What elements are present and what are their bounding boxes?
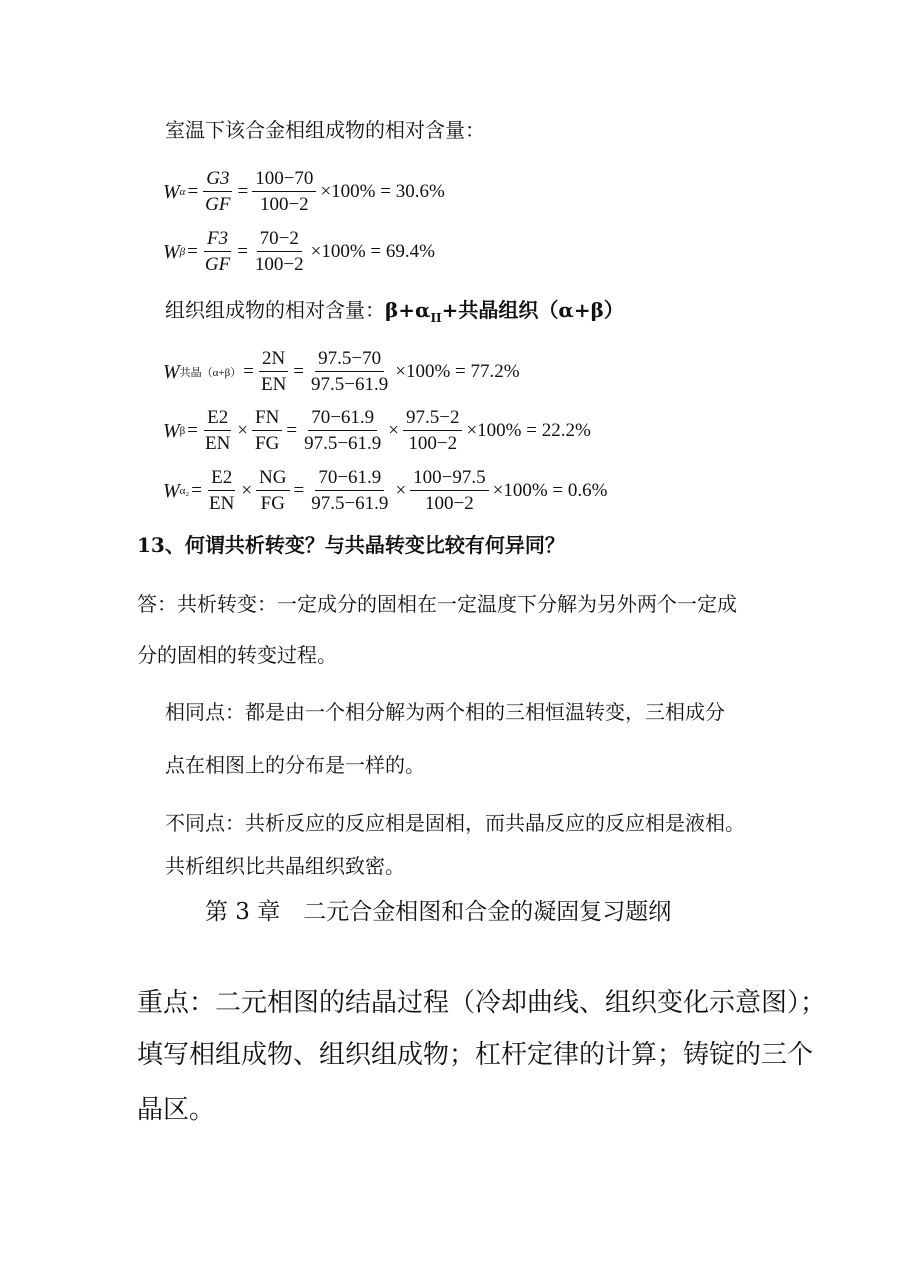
struct-formula-a: β+α xyxy=(385,298,431,322)
fraction xyxy=(308,467,391,515)
formula-w-alpha2 xyxy=(163,467,609,515)
formula-operator: ×100% = 22.2% xyxy=(466,420,591,441)
fraction-denominator: 97.5−61.9 xyxy=(304,433,382,454)
fraction-denominator: 97.5−61.9 xyxy=(311,374,389,395)
formula-operator: ×100% = 0.6% xyxy=(492,480,608,501)
formula-operator: ×100% = 77.2% xyxy=(395,361,520,382)
fraction-denominator: EN xyxy=(205,433,231,454)
fraction xyxy=(252,407,282,455)
struct-content-heading xyxy=(165,300,624,324)
fraction-numerator: 70−2 xyxy=(257,228,302,252)
formula-operator: = xyxy=(237,241,248,262)
same-line-2: 点在相图上的分布是一样的。 xyxy=(165,753,425,777)
formula-subscript: β xyxy=(179,425,186,437)
diff-line-1: 不同点：共析反应的反应相是固相，而共晶反应的反应相是液相。 xyxy=(165,811,745,835)
fraction-denominator: EN xyxy=(209,493,235,514)
key-points-line-2: 填写相组成物、组织组成物；杠杆定律的计算；铸锭的三个 xyxy=(137,1040,814,1070)
fraction-numerator: E2 xyxy=(208,467,235,491)
formula-operator: = xyxy=(286,420,298,441)
fraction-numerator: 97.5−2 xyxy=(403,407,462,431)
question-13: 13、何谓共析转变？与共晶转变比较有何异同？ xyxy=(137,533,565,557)
formula-w-alpha xyxy=(163,168,447,216)
formula-operator: = xyxy=(293,480,305,501)
fraction-numerator: 100−70 xyxy=(252,168,316,192)
fraction-denominator: 100−2 xyxy=(425,493,474,514)
formula-symbol: W xyxy=(163,419,180,442)
fraction-denominator: FG xyxy=(260,493,285,514)
same-line-1: 相同点：都是由一个相分解为两个相的三相恒温转变，三相成分 xyxy=(165,700,725,724)
fraction-denominator: GF xyxy=(205,194,231,215)
formula-operator: ×100% = 30.6% xyxy=(320,181,445,202)
struct-formula-sub: II xyxy=(430,311,442,325)
formula-subscript: β xyxy=(179,246,186,258)
answer-line-2: 分的固相的转变过程。 xyxy=(137,643,337,667)
fraction-denominator: GF xyxy=(204,254,231,275)
fraction-denominator: 100−2 xyxy=(259,194,309,215)
formula-symbol: W xyxy=(163,360,180,383)
formula-operator: × xyxy=(388,420,399,441)
fraction xyxy=(256,467,289,515)
fraction-numerator: 70−61.9 xyxy=(308,407,377,431)
formula-operator: × xyxy=(241,480,253,501)
formula-operator: ×100% = 69.4% xyxy=(310,241,435,262)
fraction-numerator: G3 xyxy=(203,168,232,192)
fraction-denominator: FG xyxy=(255,433,280,454)
fraction xyxy=(258,348,289,396)
fraction-numerator: 70−61.9 xyxy=(315,467,384,491)
formula-operator: = xyxy=(187,241,198,262)
answer-line-1: 答：共析转变：一定成分的固相在一定温度下分解为另外两个一定成 xyxy=(137,592,737,616)
fraction xyxy=(308,348,391,396)
formula-symbol: W xyxy=(163,240,180,263)
struct-formula-b: +共晶组织（α+β） xyxy=(441,298,624,322)
formula-subscript: α₂ xyxy=(179,485,190,497)
fraction xyxy=(252,168,316,216)
fraction-denominator: EN xyxy=(260,374,287,395)
fraction xyxy=(410,467,488,515)
fraction-numerator: E2 xyxy=(204,407,231,431)
formula-symbol: W xyxy=(163,180,180,203)
fraction xyxy=(202,168,233,216)
fraction-numerator: FN xyxy=(252,407,282,431)
fraction-numerator: 97.5−70 xyxy=(315,348,384,372)
diff-line-2: 共析组织比共晶组织致密。 xyxy=(165,854,405,878)
formula-operator: = xyxy=(293,361,305,382)
formula-operator: = xyxy=(191,480,202,501)
formula-operator: = xyxy=(237,181,249,202)
formula-operator: × xyxy=(395,480,407,501)
fraction xyxy=(202,228,233,276)
phase-content-heading: 室温下该合金相组成物的相对含量： xyxy=(165,118,485,142)
formula-operator: = xyxy=(243,361,254,382)
fraction xyxy=(206,467,237,515)
formula-operator: = xyxy=(187,420,198,441)
fraction-numerator: NG xyxy=(256,467,289,491)
formula-w-eutectic xyxy=(163,348,522,396)
key-points-line-3: 晶区。 xyxy=(137,1095,216,1125)
fraction-numerator: 100−97.5 xyxy=(410,467,488,491)
fraction-numerator: F3 xyxy=(204,228,231,252)
fraction-denominator: 100−2 xyxy=(254,254,304,275)
formula-operator: × xyxy=(237,420,249,441)
formula-w-beta-structure xyxy=(163,407,593,455)
fraction xyxy=(403,407,462,455)
chapter-title: 第 3 章 二元合金相图和合金的凝固复习题纲 xyxy=(205,899,672,925)
struct-content-prefix: 组织组成物的相对含量： xyxy=(165,298,385,322)
key-points-line-1: 重点：二元相图的结晶过程（冷却曲线、组织变化示意图）； xyxy=(137,988,827,1018)
formula-operator: = xyxy=(187,181,199,202)
formula-subscript: α xyxy=(179,186,186,198)
fraction xyxy=(301,407,384,455)
formula-subscript: 共晶（α+β） xyxy=(179,367,242,379)
fraction-numerator: 2N xyxy=(259,348,288,372)
fraction-denominator: 97.5−61.9 xyxy=(311,493,389,514)
formula-symbol: W xyxy=(163,479,180,502)
fraction xyxy=(252,228,307,276)
fraction xyxy=(202,407,233,455)
formula-w-beta xyxy=(163,228,437,276)
fraction-denominator: 100−2 xyxy=(408,433,458,454)
